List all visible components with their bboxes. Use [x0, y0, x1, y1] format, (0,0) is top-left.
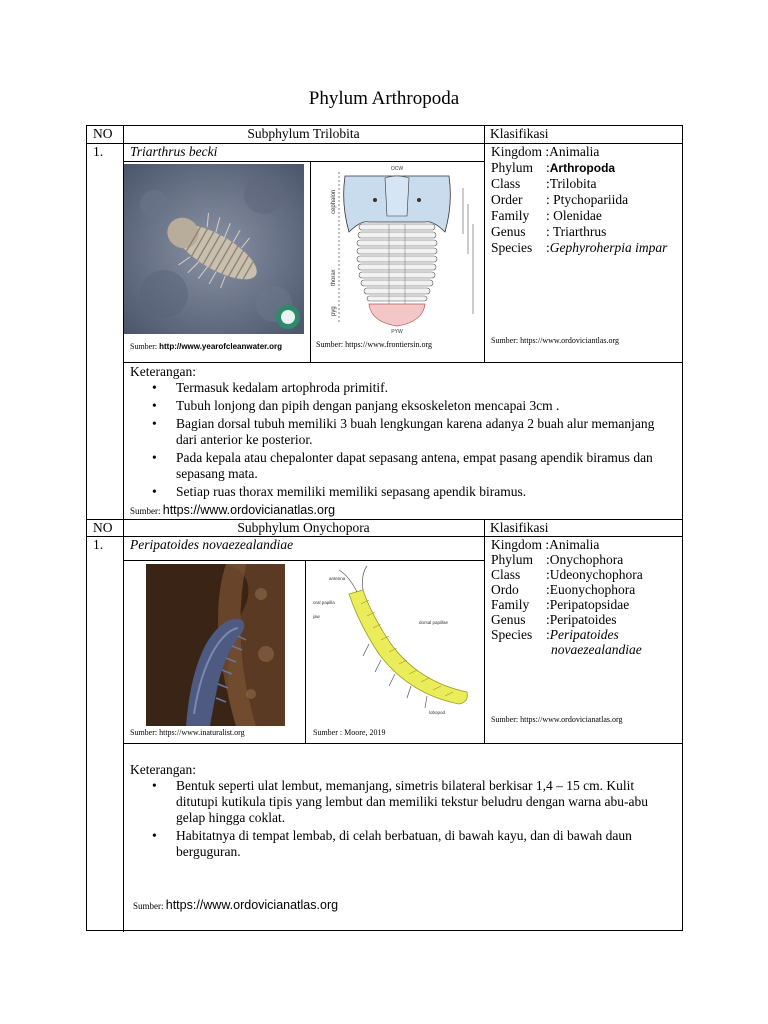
klas-phylum: Phylum :Arthropoda	[491, 160, 616, 175]
header-klasifikasi: Klasifikasi	[490, 126, 549, 141]
keterangan2-title: Keterangan:	[130, 762, 196, 777]
label-thorax: thorax	[331, 269, 337, 286]
label-ocw: OCW	[390, 166, 404, 172]
header-no: NO	[93, 126, 113, 141]
keterangan-item: • Tubuh lonjong dan pipih dengan panjang eksoskeleton mencapai 3cm .	[130, 398, 670, 414]
species2-name: Peripatoides novaezealandiae	[130, 537, 294, 552]
klas2-species: Species :Peripatoides	[491, 627, 619, 642]
trilobite-fossil-photo	[124, 164, 304, 334]
keterangan2-source: Sumber: https://www.ordovicianatlas.org	[133, 898, 339, 912]
keterangan-item: • Termasuk kedalam artophroda primitif.	[130, 380, 670, 396]
svg-text:jaw: jaw	[313, 614, 320, 619]
header2-subphylum: Subphylum Onychopora	[237, 520, 370, 535]
diagram-source: Sumber: https://www.frontiersin.org	[316, 340, 432, 349]
svg-text:lobopod: lobopod	[429, 710, 446, 715]
photo-source: Sumber: http://www.yearofcleanwater.org	[130, 342, 282, 351]
header2-klasifikasi: Klasifikasi	[490, 520, 549, 535]
photo2-source: Sumber: https://www.inaturalist.org	[130, 728, 245, 737]
header-subphylum: Subphylum Trilobita	[247, 126, 360, 141]
keterangan-title: Keterangan:	[130, 364, 196, 379]
row-number: 1.	[93, 144, 104, 159]
klas-kingdom: Kingdom :Animalia	[491, 144, 600, 159]
keterangan-source: Sumber: https://www.ordovicianatlas.org	[130, 503, 336, 517]
klas2-family: Family :Peripatopsidae	[491, 597, 630, 612]
klas-source: Sumber: https://www.ordoviciantlas.org	[491, 336, 619, 345]
label-pyw: PYW	[391, 329, 403, 335]
diagram2-source: Sumber : Moore, 2019	[313, 728, 386, 737]
klas2-genus: Genus :Peripatoides	[491, 612, 617, 627]
row2-number: 1.	[93, 537, 104, 552]
header2-no: NO	[93, 520, 113, 535]
klas2-phylum: Phylum :Onychophora	[491, 552, 624, 567]
klas2-class: Class :Udeonychophora	[491, 567, 643, 582]
klas2-species-cont: novaezealandiae	[551, 642, 642, 657]
keterangan2-item: • Bentuk seperti ulat lembut, memanjang, simetris bilateral berkisar 1,4 – 15 cm. Kulit ditutupi kutikula tipis yang lembut dan memiliki tekstur beludru dengan warna abu-abu gelap hingga coklat.	[130, 778, 670, 826]
keterangan-item: • Pada kepala atau chepalonter dapat sepasang antena, empat pasang apendik biramus dan sepasang mata.	[130, 450, 670, 482]
svg-text:oral papilla: oral papilla	[313, 600, 335, 605]
klas2-ordo: Ordo :Euonychophora	[491, 582, 636, 597]
klas2-kingdom: Kingdom :Animalia	[491, 537, 600, 552]
klas-order: Order : Ptychopariida	[491, 192, 629, 207]
velvet-worm-photo	[146, 564, 285, 726]
label-cephalon: cephalon	[331, 189, 337, 214]
label-pyg: pyg	[331, 306, 337, 316]
species-name: Triarthrus becki	[130, 144, 218, 159]
klas-class: Class :Trilobita	[491, 176, 597, 191]
klas-genus: Genus : Triarthrus	[491, 224, 607, 239]
classification-table	[86, 125, 683, 931]
klas-species: Species :Gephyroherpia impar	[491, 240, 668, 255]
page-title: Phylum Arthropoda	[308, 88, 460, 109]
svg-text:antenna: antenna	[329, 576, 346, 581]
klas2-source: Sumber: https://www.ordovicianatlas.org	[491, 715, 623, 724]
velvet-worm-diagram	[309, 564, 481, 726]
trilobite-anatomy-diagram	[313, 164, 481, 336]
svg-text:dorsal papillae: dorsal papillae	[419, 620, 449, 625]
keterangan-item: • Bagian dorsal tubuh memiliki 3 buah lengkungan karena adanya 2 buah alur memanjang dari anterior ke posterior.	[130, 416, 670, 448]
keterangan2-list	[130, 778, 670, 862]
keterangan-item: • Setiap ruas thorax memiliki memiliki sepasang apendik biramus.	[130, 484, 670, 500]
klas-family: Family : Olenidae	[491, 208, 602, 223]
keterangan2-item: • Habitatnya di tempat lembab, di celah berbatuan, di bawah kayu, dan di bawah daun berguguran.	[130, 828, 670, 860]
keterangan-list	[130, 380, 670, 502]
